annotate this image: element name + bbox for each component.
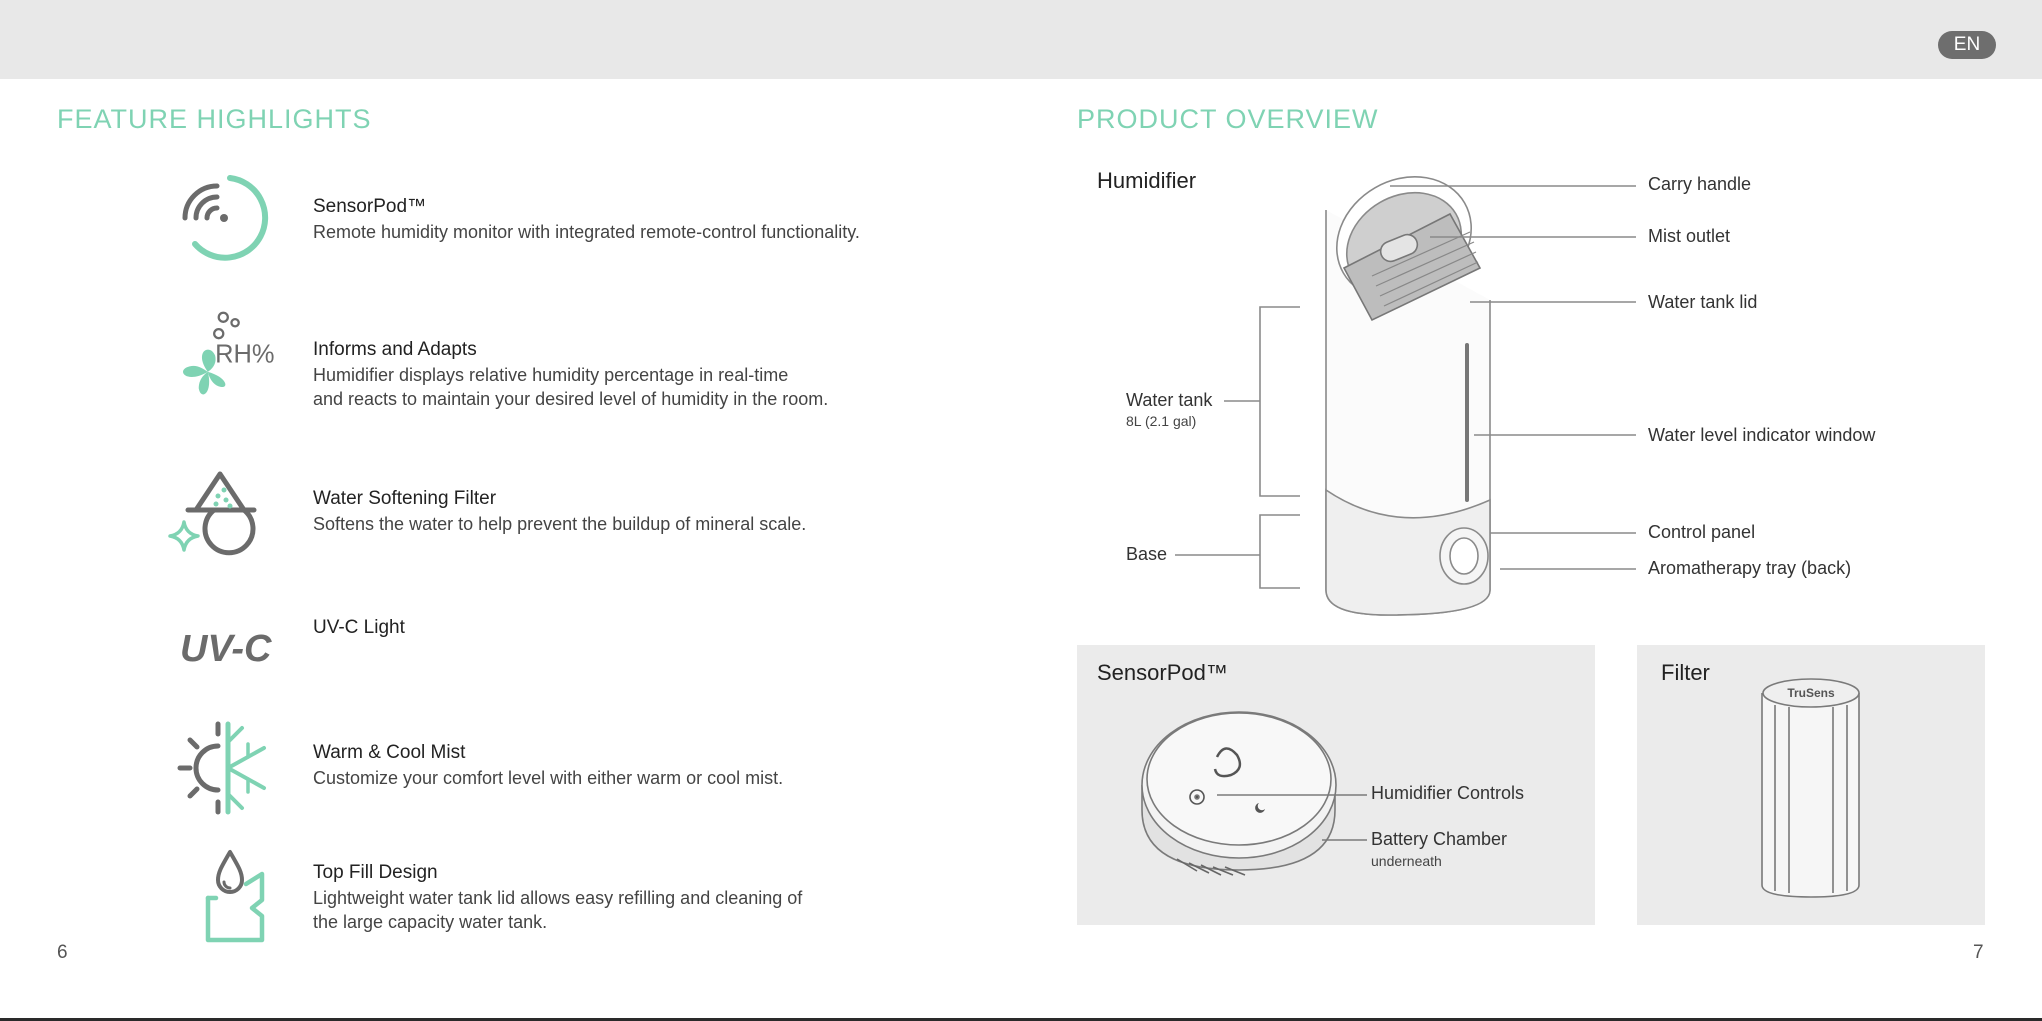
label-battery-chamber-sub: underneath xyxy=(1371,853,1442,869)
filter-diagram xyxy=(1637,645,1985,925)
product-overview-title: PRODUCT OVERVIEW xyxy=(1077,104,1379,134)
feature-description: Remote humidity monitor with integrated remote-control functionality. xyxy=(313,222,860,242)
page-number-left: 6 xyxy=(57,942,68,963)
feature-description: Customize your comfort level with either warm or cool mist. xyxy=(313,768,784,788)
feature-description: Humidifier displays relative humidity percentage in real-time and reacts to maintain your desired level of humidity in the room. xyxy=(313,365,829,409)
humidifier-heading: Humidifier xyxy=(1097,168,1197,193)
feature-highlights-title: FEATURE HIGHLIGHTS xyxy=(57,104,372,134)
svg-text:UV-C: UV-C xyxy=(180,628,272,670)
feature-title: Informs and Adapts xyxy=(313,339,477,360)
label-humidifier-controls: Humidifier Controls xyxy=(1371,783,1525,803)
sensorpod-heading: SensorPod™ xyxy=(1097,660,1228,685)
language-badge[interactable]: EN xyxy=(1938,31,1996,59)
svg-text:TruSens: TruSens xyxy=(1787,686,1835,700)
label-water-tank-capacity: 8L (2.1 gal) xyxy=(1126,413,1197,429)
feature-description: Softens the water to help prevent the buildup of mineral scale. xyxy=(313,514,807,534)
label-battery-chamber: Battery Chamber xyxy=(1371,829,1508,849)
page-number-right: 7 xyxy=(1973,942,1984,963)
feature-title: Top Fill Design xyxy=(313,862,438,883)
filter-heading: Filter xyxy=(1661,660,1710,685)
feature-title: UV-C Light xyxy=(313,617,405,638)
label-water-level-window: Water level indicator window xyxy=(1648,425,1876,445)
label-water-tank-lid: Water tank lid xyxy=(1648,292,1758,312)
feature-title: SensorPod™ xyxy=(313,196,427,217)
feature-title: Warm & Cool Mist xyxy=(313,742,466,763)
feature-description: Lightweight water tank lid allows easy refilling and cleaning of the large capacity water tank. xyxy=(313,888,803,932)
label-base: Base xyxy=(1126,544,1168,564)
svg-text:RH%: RH% xyxy=(215,340,275,369)
label-control-panel: Control panel xyxy=(1648,522,1756,542)
label-carry-handle: Carry handle xyxy=(1648,174,1752,194)
feature-title: Water Softening Filter xyxy=(313,488,497,509)
label-mist-outlet: Mist outlet xyxy=(1648,226,1731,246)
label-water-tank: Water tank xyxy=(1126,390,1213,410)
label-aromatherapy-tray: Aromatherapy tray (back) xyxy=(1648,558,1852,578)
